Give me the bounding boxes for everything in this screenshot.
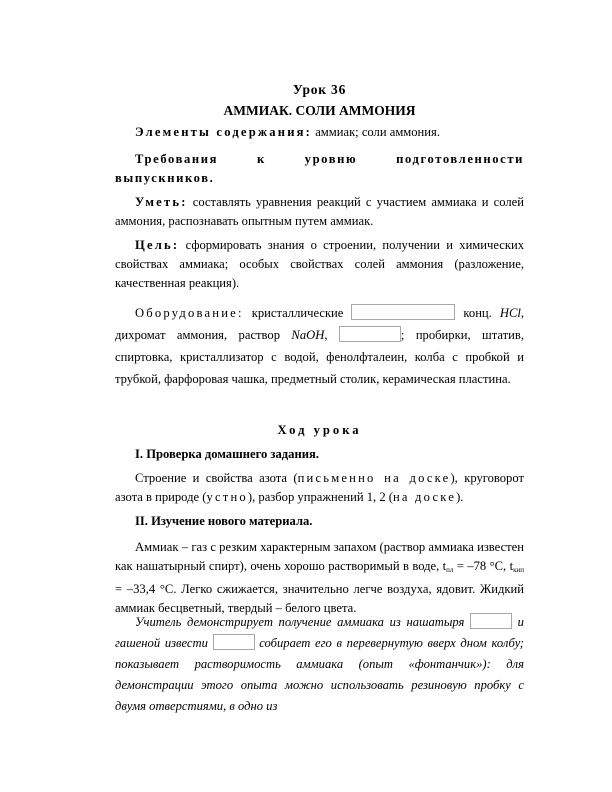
- section1-text-3: ), разбор упражнений 1, 2 (: [247, 490, 393, 504]
- demo-text-1: Учитель демонстрирует получение аммиака из нашатыря: [135, 615, 471, 629]
- section1-paragraph: [115, 469, 524, 507]
- section1-text-1: Строение и свойства азота (: [135, 471, 298, 485]
- demo-text-2: и гашеной извести: [115, 615, 524, 650]
- section1-text-4: ).: [456, 490, 464, 504]
- section1-spaced-1: письменно на доске: [297, 471, 451, 485]
- req-word-4: подготовленности: [396, 152, 524, 166]
- demo-text-3: собирает его в перевернутую вверх дном колбу; показывает растворимость аммиака (опыт «фонтанчик»): для демонстрации этого опыта можно использовать резиновую пробку с двумя отверстиями, в одно из: [115, 636, 524, 713]
- equipment-text-4: ,: [324, 328, 339, 342]
- req-word-3: уровню: [304, 152, 358, 166]
- section2-text-3: = –33,4 °С. Легко сжижается, значительно легче воздуха, ядовит. Жидкий аммиак бесцветный, твердый – белого цвета.: [115, 582, 524, 615]
- section1-spaced-3: на доске: [392, 490, 457, 504]
- blank-field-4: [213, 634, 255, 650]
- blank-field-3: [470, 613, 512, 629]
- skills-text: составлять уравнения реакций с участием аммиака и солей аммония, распознавать опытным путем аммиак.: [115, 195, 524, 228]
- blank-field-2: [339, 326, 401, 342]
- goal-text: сформировать знания о строении, получении и химических свойствах аммиака; особых свойствах солей аммония (разложение, качественная реакция).: [115, 238, 524, 290]
- section2-text-2: = –78 °С, t: [453, 559, 514, 573]
- requirements-line2: выпускников.: [115, 171, 215, 185]
- subscript-melting: пл: [446, 566, 454, 574]
- formula-naoh: NaOH: [291, 328, 325, 342]
- blank-field-1: [351, 304, 455, 320]
- equipment-text-1: кристаллические: [243, 306, 352, 320]
- equipment-text-2: конц.: [455, 306, 500, 320]
- section2-text-1: Аммиак – газ с резким характерным запахом (раствор аммиака известен как нашатырный спирт), очень хорошо растворимый в воде, t: [115, 540, 524, 573]
- equipment-text-3: , дихромат аммония, раствор: [115, 306, 524, 342]
- skills-paragraph: [115, 193, 524, 231]
- demo-paragraph: [115, 612, 524, 717]
- formula-hcl: HCl: [499, 306, 521, 320]
- equipment-text-5: ; пробирки, штатив, спиртовка, кристаллизатор с водой, фенолфталеин, колба с пробкой и трубкой, фарфоровая чашка, предметный столик, керамическая пластина.: [115, 328, 524, 386]
- elements-label: Элементы содержания:: [135, 125, 313, 139]
- elements-text: аммиак; соли аммония.: [312, 125, 440, 139]
- equipment-paragraph: [115, 302, 524, 390]
- elements-paragraph: [115, 123, 524, 142]
- section2-paragraph: [115, 538, 524, 618]
- section1-title: I. Проверка домашнего задания.: [135, 447, 319, 461]
- skills-label: Уметь:: [135, 195, 188, 209]
- equipment-label: Оборудование:: [135, 306, 244, 320]
- course-heading: Ход урока: [277, 423, 362, 437]
- requirements-line1: [115, 150, 524, 169]
- section2-title: II. Изучение нового материала.: [135, 514, 313, 528]
- req-word-2: к: [256, 152, 266, 166]
- subscript-boiling: кип: [513, 566, 524, 574]
- section1-text-2: ), круговорот азота в природе (: [115, 471, 524, 504]
- lesson-number: Урок 36: [292, 82, 347, 97]
- lesson-title: АММИАК. СОЛИ АММОНИЯ: [223, 103, 416, 118]
- section1-spaced-2: устно: [206, 490, 248, 504]
- req-word-1: Требования: [135, 152, 219, 166]
- goal-label: Цель:: [135, 238, 180, 252]
- goal-paragraph: [115, 236, 524, 293]
- requirements-block: [115, 150, 524, 188]
